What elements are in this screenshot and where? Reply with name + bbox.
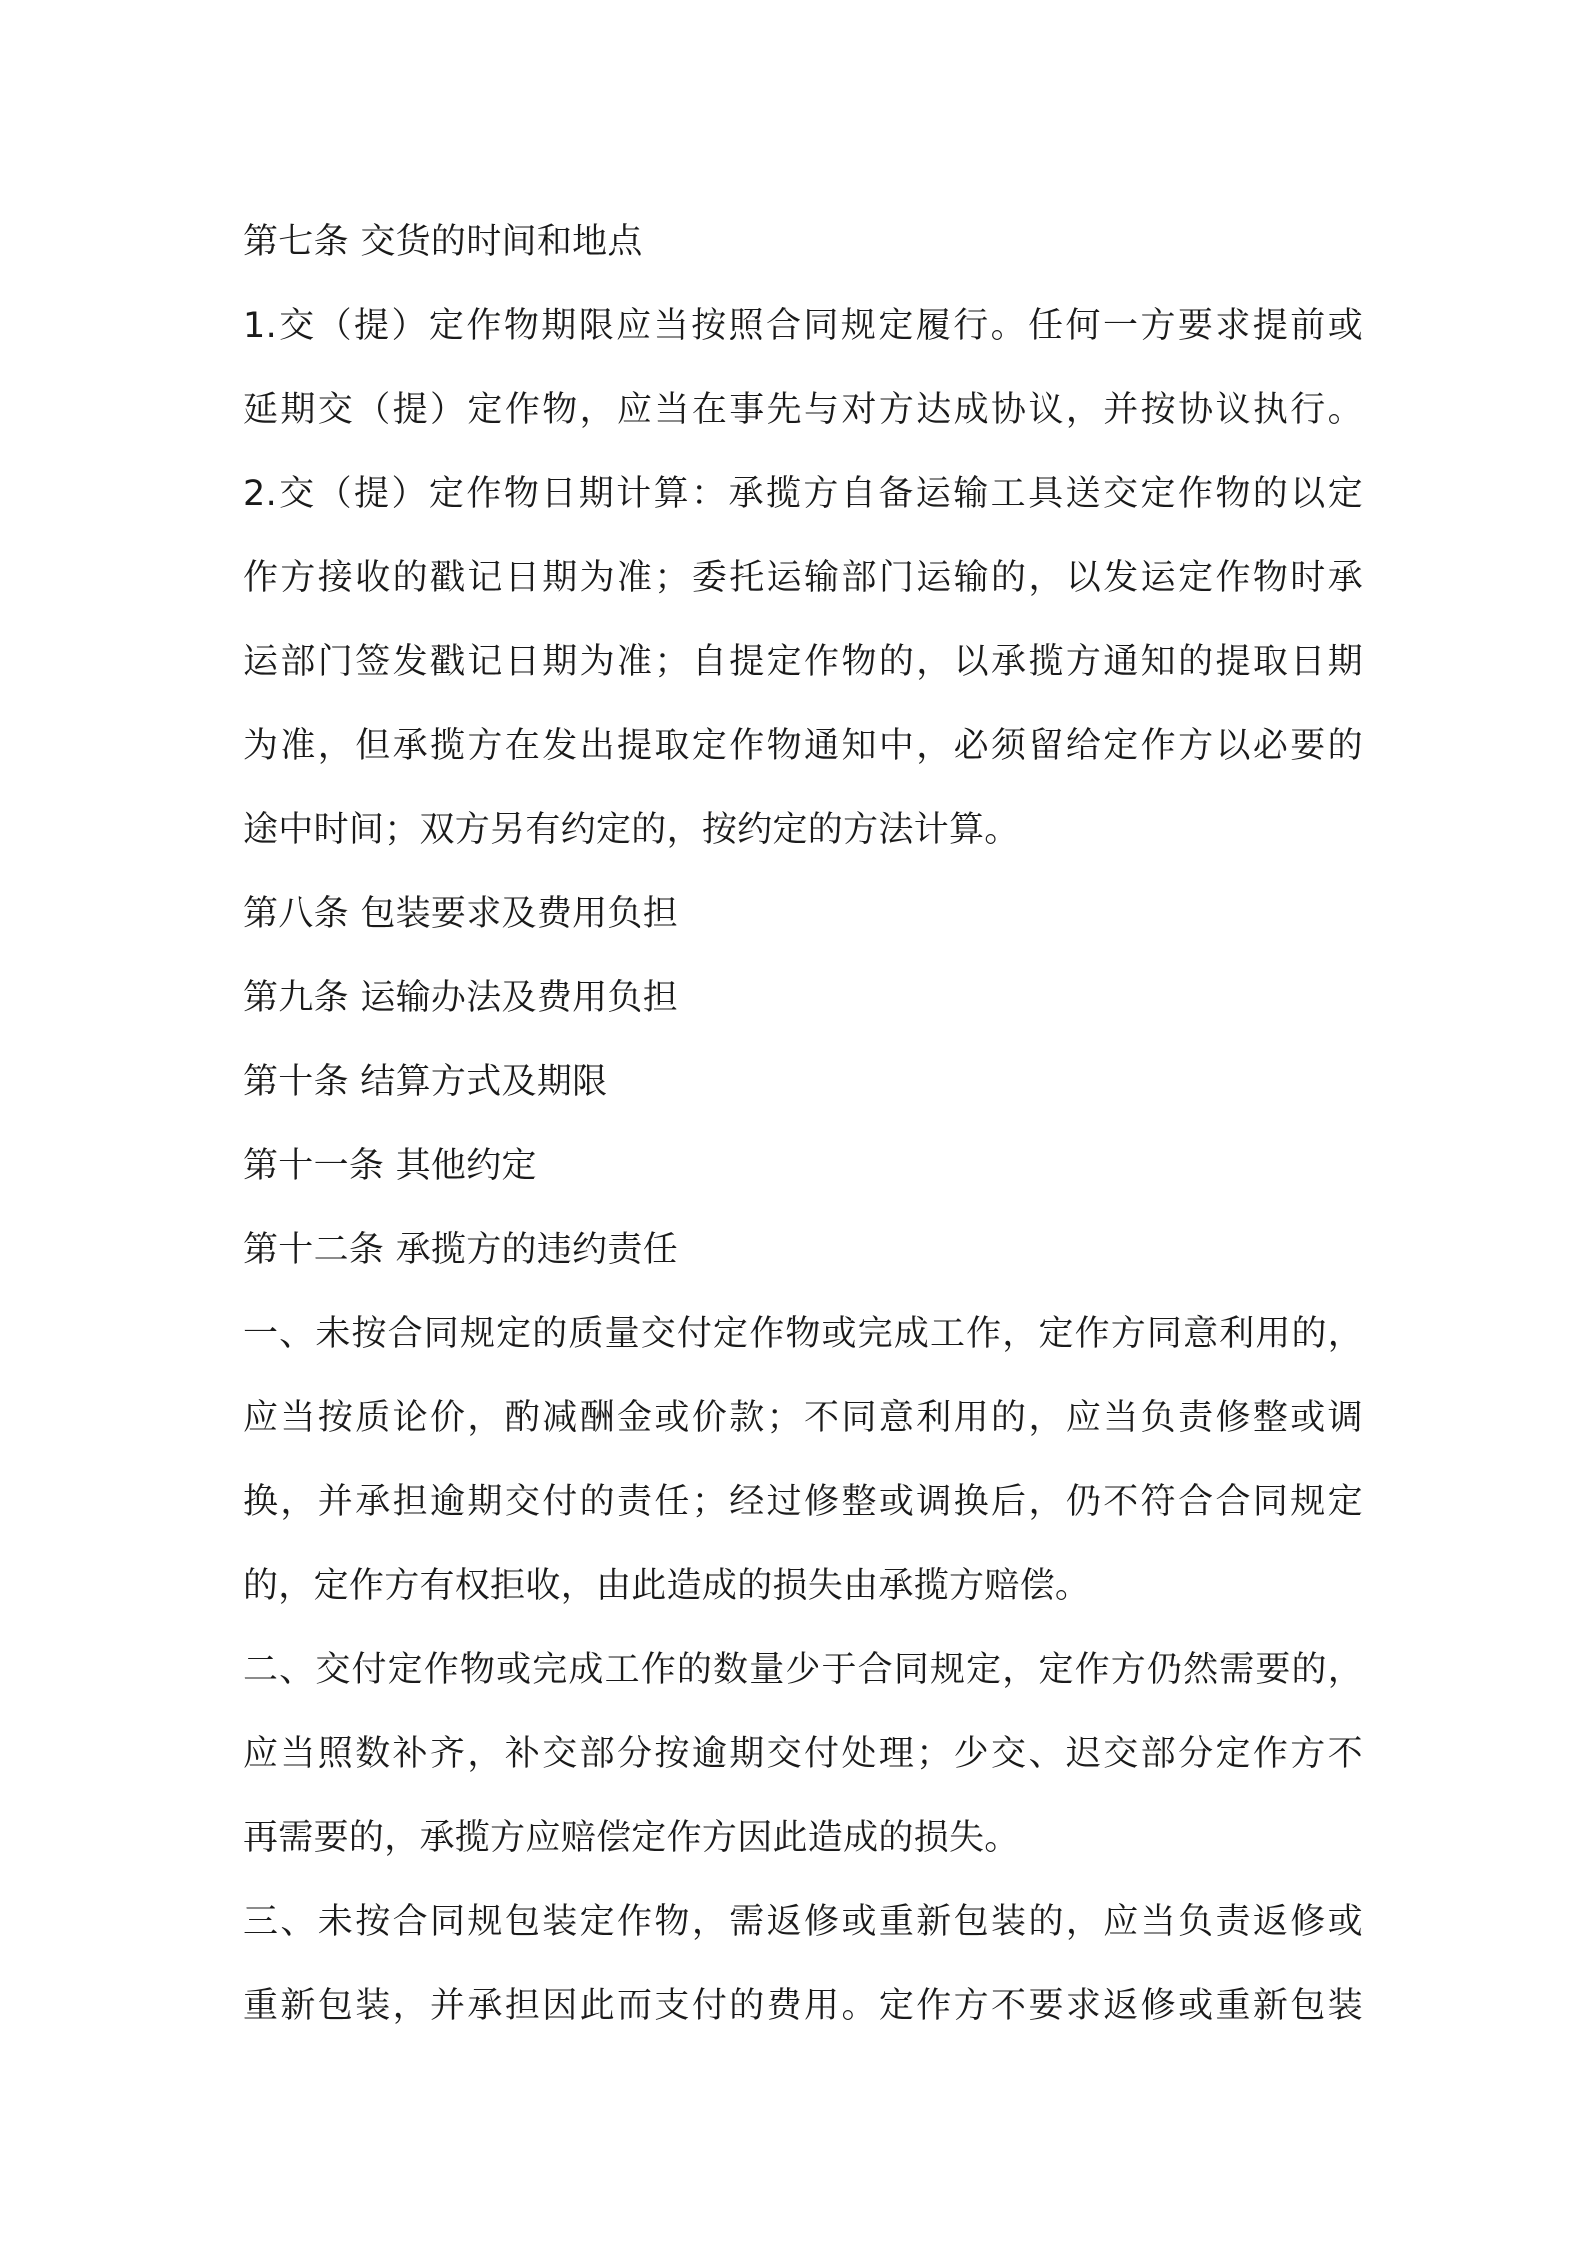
- text-line: 运部门签发戳记日期为准；自提定作物的，以承揽方通知的提取日期: [243, 642, 1363, 682]
- text-line: 为准，但承揽方在发出提取定作物通知中，必须留给定作方以必要的: [243, 726, 1363, 766]
- text-line: 延期交（提）定作物，应当在事先与对方达成协议，并按协议执行。: [243, 390, 1363, 430]
- heading-article-7: 第七条 交货的时间和地点: [243, 222, 643, 262]
- text-line: 1.交（提）定作物期限应当按照合同规定履行。任何一方要求提前或: [243, 306, 1363, 346]
- text-line: 重新包装，并承担因此而支付的费用。定作方不要求返修或重新包装: [243, 1986, 1363, 2026]
- contract-text: [243, 200, 1363, 2048]
- heading-article-8: 第八条 包装要求及费用负担: [243, 894, 679, 934]
- text-line: 一、未按合同规定的质量交付定作物或完成工作，定作方同意利用的，: [243, 1314, 1363, 1354]
- text-line: 再需要的，承揽方应赔偿定作方因此造成的损失。: [243, 1818, 1020, 1858]
- heading-article-12: 第十二条 承揽方的违约责任: [243, 1230, 679, 1270]
- text-line: 的，定作方有权拒收，由此造成的损失由承揽方赔偿。: [243, 1566, 1091, 1606]
- text-line: 2.交（提）定作物日期计算：承揽方自备运输工具送交定作物的以定: [243, 474, 1363, 514]
- text-line: 途中时间；双方另有约定的，按约定的方法计算。: [243, 810, 1020, 850]
- text-line: 三、未按合同规包装定作物，需返修或重新包装的，应当负责返修或: [243, 1902, 1363, 1942]
- text-line: 应当照数补齐，补交部分按逾期交付处理；少交、迟交部分定作方不: [243, 1734, 1363, 1774]
- text-line: 二、交付定作物或完成工作的数量少于合同规定，定作方仍然需要的，: [243, 1650, 1363, 1690]
- heading-article-11: 第十一条 其他约定: [243, 1146, 537, 1186]
- heading-article-10: 第十条 结算方式及期限: [243, 1062, 608, 1102]
- heading-article-9: 第九条 运输办法及费用负担: [243, 978, 679, 1018]
- text-line: 作方接收的戳记日期为准；委托运输部门运输的，以发运定作物时承: [243, 558, 1363, 598]
- text-line: 换，并承担逾期交付的责任；经过修整或调换后，仍不符合合同规定: [243, 1482, 1363, 1522]
- text-line: 应当按质论价，酌减酬金或价款；不同意利用的，应当负责修整或调: [243, 1398, 1363, 1438]
